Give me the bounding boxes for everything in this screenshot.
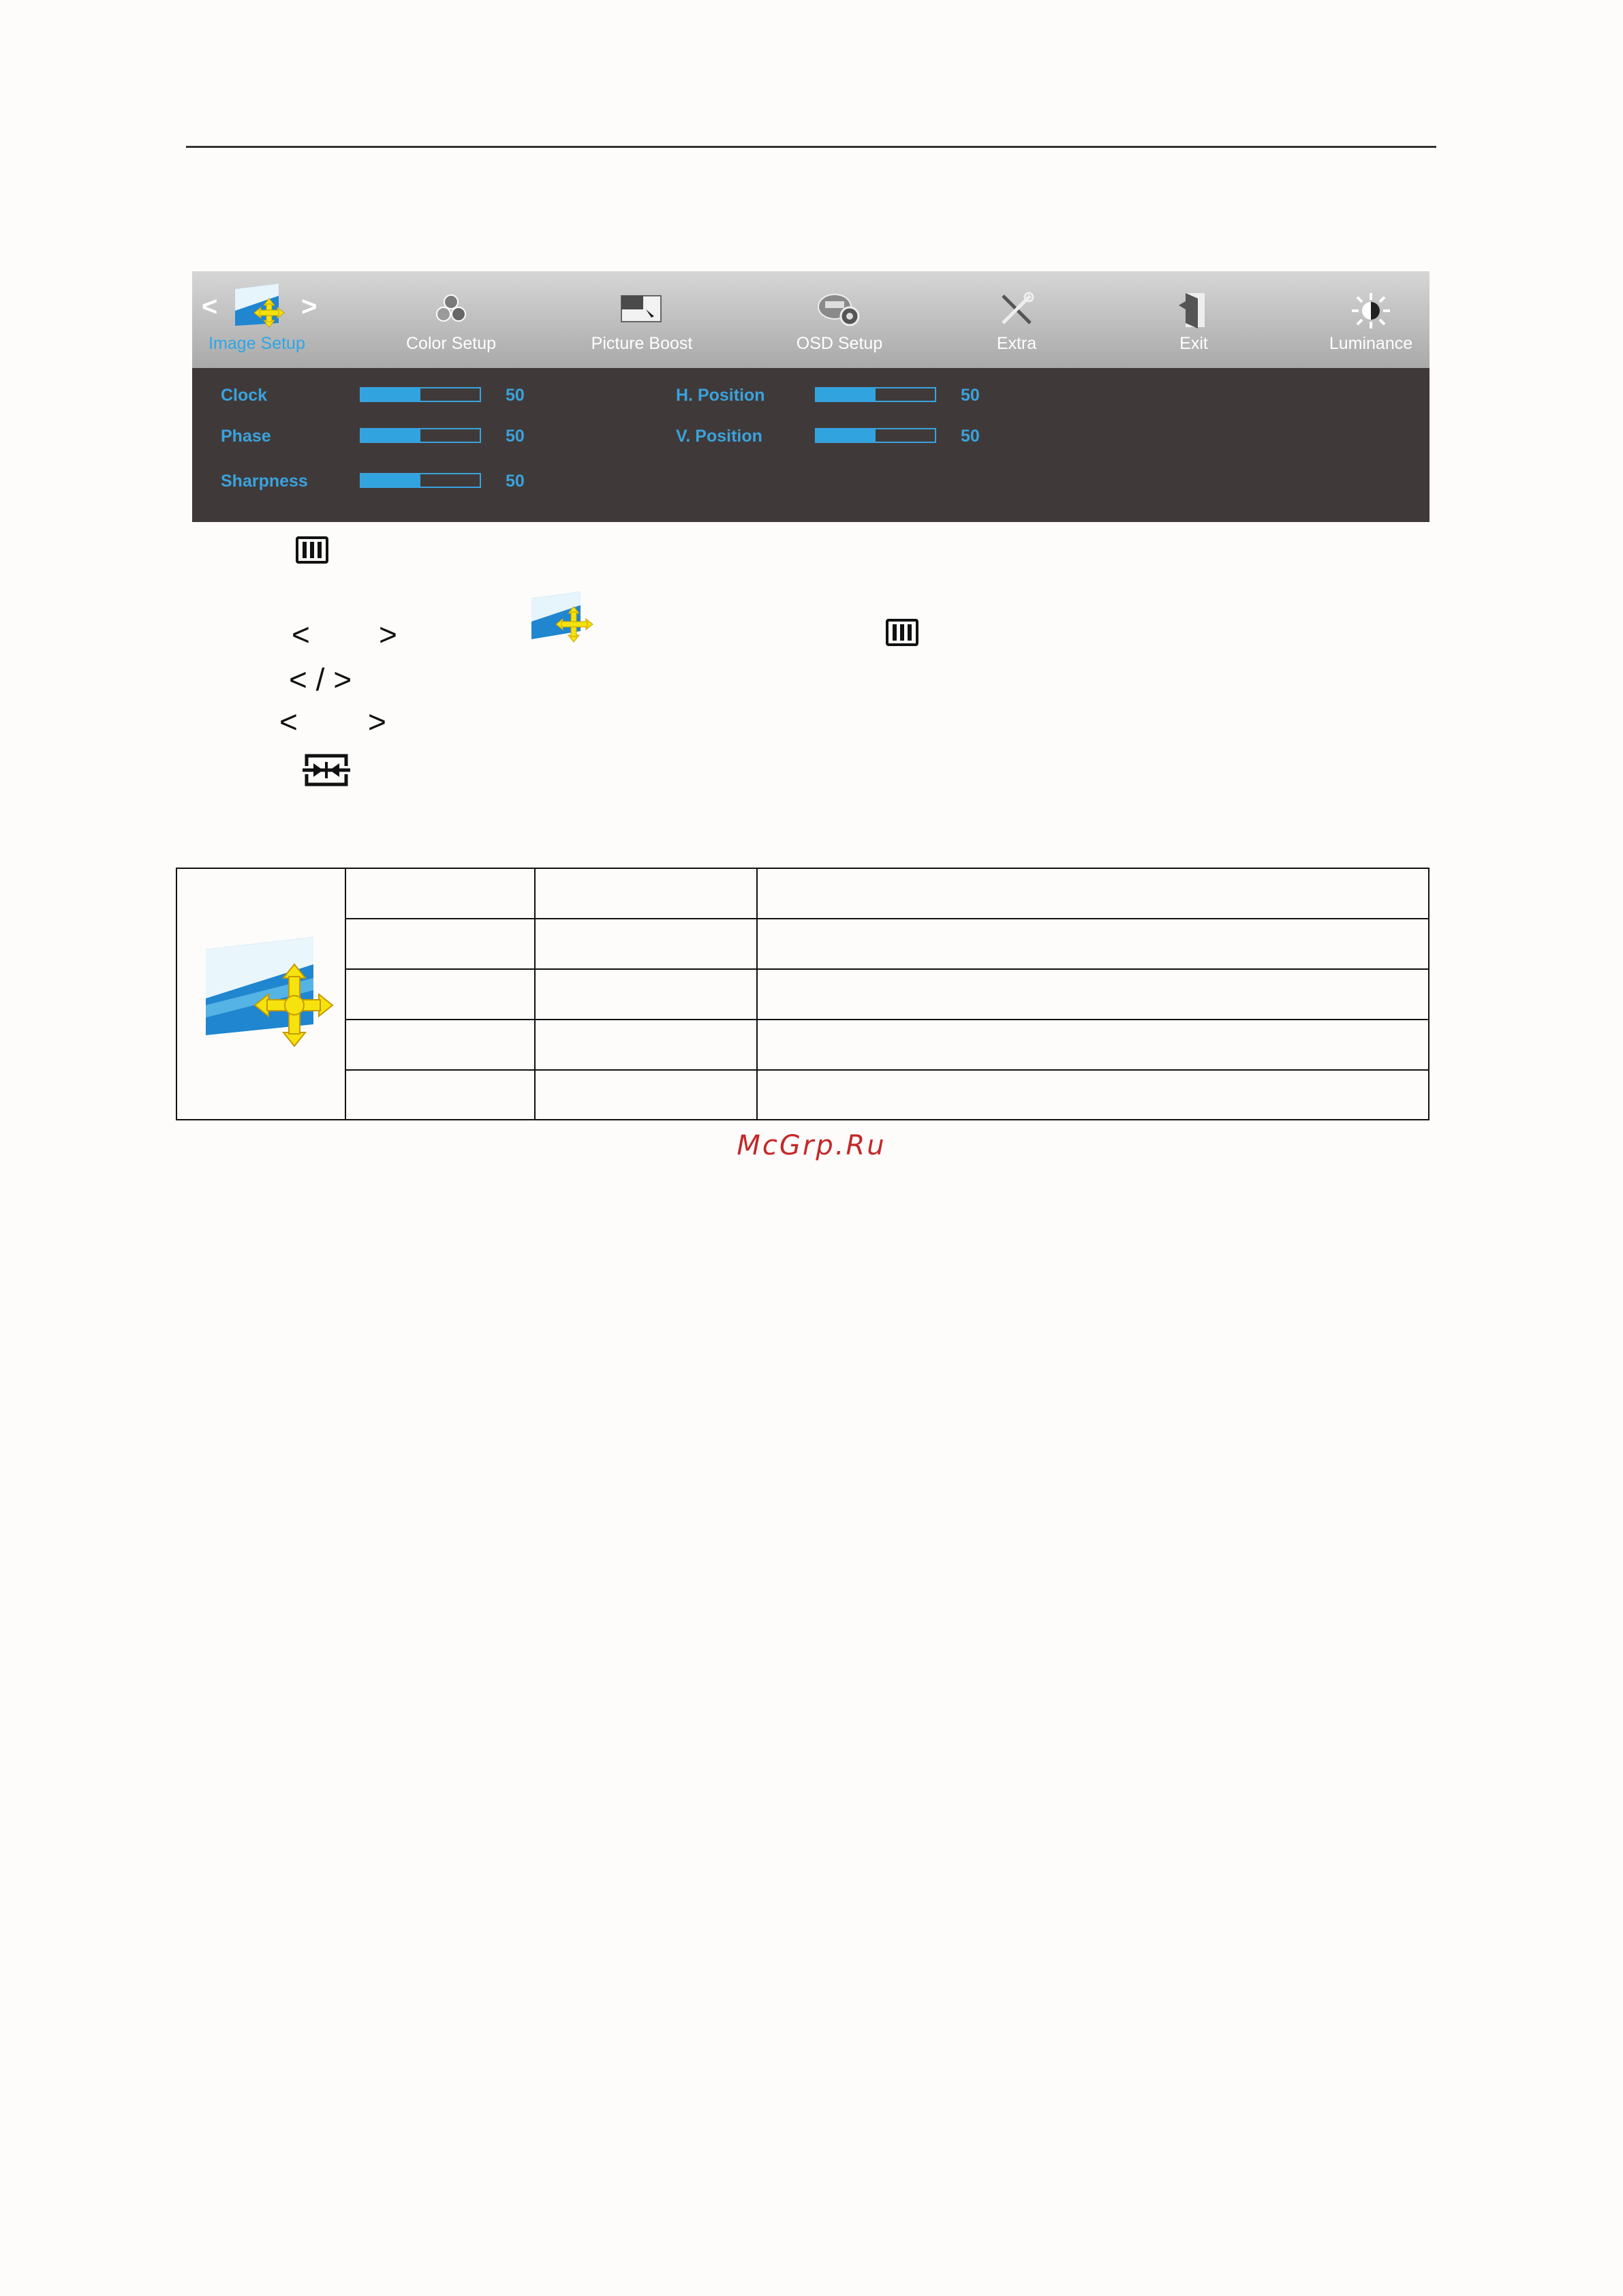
exit-icon [1179,292,1209,328]
table-row [345,968,1428,970]
tab-label: Color Setup [405,334,497,353]
auto-button-icon [303,754,350,786]
tab-exit[interactable] [1160,271,1228,368]
v-position-slider[interactable] [815,428,936,443]
clock-slider[interactable] [360,387,481,402]
table-row [345,918,1428,919]
setting-value-sharpness: 50 [506,472,525,491]
left-right-keys: < / > [289,662,352,697]
osd-setup-icon [816,292,863,327]
color-setup-icon [434,292,468,326]
image-setup-icon [529,592,596,645]
slider-fill [361,429,420,442]
menu-button-icon [886,619,918,646]
tab-image-setup[interactable] [206,271,308,368]
settings-table [176,868,1429,1120]
left-key-icon: < [279,704,298,739]
tab-label: Luminance [1329,334,1413,353]
table-row [345,1019,1428,1020]
tab-osd-setup[interactable] [771,271,908,368]
header-rule [186,146,1436,148]
setting-label-clock: Clock [221,386,268,405]
slider-fill [816,429,876,442]
tab-extra[interactable] [969,271,1064,368]
osd-settings-panel [192,368,1429,522]
tab-label: OSD Setup [796,334,883,353]
sharpness-slider[interactable] [360,473,481,488]
setting-label-h-position: H. Position [676,386,765,405]
right-key-icon: > [368,704,386,739]
table-divider [345,869,346,1119]
setting-value-clock: 50 [506,386,525,405]
slider-fill [361,474,420,487]
left-key-icon: < [292,617,310,652]
osd-tab-bar [192,271,1429,368]
tab-label: Extra [996,334,1037,353]
h-position-slider[interactable] [815,387,936,402]
image-setup-icon [204,937,334,1049]
table-row [345,1069,1428,1071]
tab-luminance[interactable] [1316,271,1425,368]
tab-picture-boost[interactable] [574,271,710,368]
setting-label-sharpness: Sharpness [221,472,308,491]
osd-menu [192,271,1429,522]
table-divider [756,869,758,1119]
picture-boost-icon [620,292,664,323]
slider-fill [816,388,876,401]
luminance-icon [1350,292,1391,330]
setting-value-v-position: 50 [961,427,980,446]
setting-label-v-position: V. Position [676,427,762,446]
watermark: McGrp.Ru [737,1130,886,1161]
setting-value-phase: 50 [506,427,525,446]
setting-label-phase: Phase [221,427,271,446]
tab-label: Image Setup [208,334,305,353]
right-arrow-icon[interactable]: > [301,292,318,322]
right-key-icon: > [379,617,397,652]
extra-icon [999,292,1034,327]
menu-button-icon [296,536,328,564]
tab-label: Picture Boost [591,334,693,353]
image-setup-icon [224,284,290,328]
left-arrow-icon[interactable]: < [202,292,218,322]
table-divider [534,869,536,1119]
tab-label: Exit [1179,334,1208,353]
slider-fill [361,388,420,401]
tab-color-setup[interactable] [397,271,506,368]
phase-slider[interactable] [360,428,481,443]
setting-value-h-position: 50 [961,386,980,405]
